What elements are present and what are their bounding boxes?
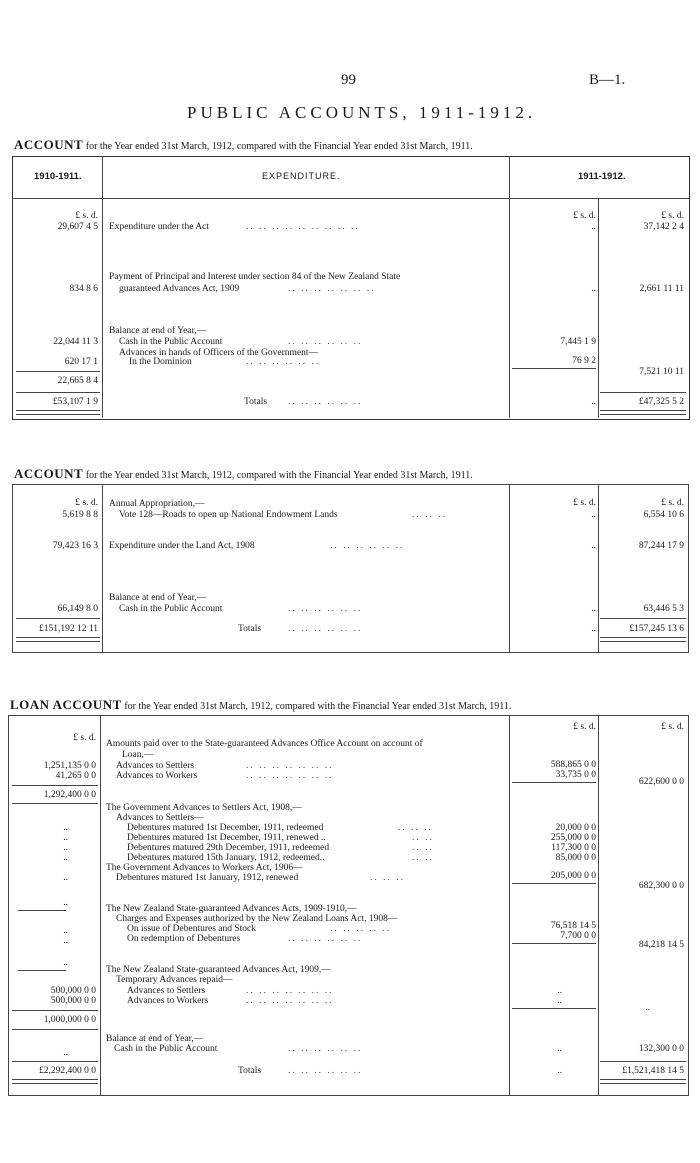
sum-rule [18,910,66,911]
column-rule [102,156,103,418]
line-item-label: In the Dominion [129,357,192,367]
sum-rule [18,970,66,971]
page-title: PUBLIC ACCOUNTS, 1911-1912. [187,103,537,122]
prev-year-amount: 500,000 0 0 [50,986,96,996]
leader-dots: .. .. .. .. .. .. .. [246,986,334,996]
prev-year-subtotal: 22,665 8 4 [57,376,98,386]
prev-year-amount: .. [63,823,68,833]
units-label: £ s. d. [573,211,596,221]
double-rule [600,410,686,415]
current-total: 6,554 10 6 [643,510,684,520]
page-number: 99 [341,72,356,88]
current-total: 87,244 17 9 [638,541,684,551]
section-3-caption [10,697,511,713]
leader-dots: .. .. .. .. .. [330,924,392,934]
prev-year-amount: 5,619 8 8 [62,510,98,520]
line-item-label: Debentures matured 1st January, 1912, renewed [116,873,299,883]
leader-dots: .. .. .. .. .. .. [288,934,363,944]
sum-rule [512,1008,596,1009]
leader-dots: .. .. [412,843,434,853]
current-subamount: 7,445 1 9 [560,337,596,347]
line-item-label: Payment of Principal and Interest under section 84 of the New Zealand State [109,272,401,282]
sum-rule [600,392,686,393]
units-label: £ s. d. [573,498,596,508]
sum-rule [512,368,596,369]
prev-year-amount: 22,044 11 3 [53,337,98,347]
prev-year-amount: .. [63,843,68,853]
units-label: £ s. d. [661,722,684,732]
line-item-label: Expenditure under the Land Act, 1908 [109,541,255,551]
double-rule [16,637,100,642]
units-label: £ s. d. [573,722,596,732]
leader-dots: .. .. .. .. .. .. [288,397,363,407]
line-item-label: Expenditure under the Act [109,222,209,232]
sum-rule [12,803,98,804]
column-rule [598,484,599,652]
current-subamount: .. [591,397,596,407]
leader-dots: .. .. .. .. .. .. [288,337,363,347]
current-subamount: .. [557,1066,562,1076]
prev-year-amount: .. [63,1048,68,1058]
leader-dots: .. .. .. [412,510,447,520]
column-rule [688,484,689,652]
prev-year-amount: .. [63,926,68,936]
current-subamount: 588,865 0 0 [550,760,596,770]
current-subamount: 76,518 14 5 [550,921,596,931]
sum-rule [512,883,596,884]
current-subamount: .. [591,284,596,294]
current-subamount: 255,000 0 0 [550,833,596,843]
column-rule [598,715,599,1095]
current-subamount: .. [557,986,562,996]
column-rule [8,715,9,1095]
current-subamount: .. [557,1044,562,1054]
units-label: £ s. d. [661,498,684,508]
bottom-rule [12,652,689,653]
double-rule [16,410,100,415]
current-total: 7,521 10 11 [639,367,684,377]
current-subamount: .. [591,222,596,232]
line-item-label: Annual Appropriation,— [109,499,205,509]
prev-year-totals: £151,192 12 11 [38,624,98,634]
line-item-label: On issue of Debentures and Stock [127,924,257,934]
current-subamount: 33,735 0 0 [555,770,596,780]
leader-dots: .. .. [412,833,434,843]
current-totals: £157,245 13 6 [629,624,684,634]
current-subamount: 20,000 0 0 [555,823,596,833]
line-item-label: Advances to Workers [116,771,198,781]
line-item-label: Balance at end of Year,— [106,1034,204,1044]
line-item-label: Advances to Workers [127,996,209,1006]
line-item-label: Debentures matured 15th January, 1912, redeemed.. [127,853,325,863]
line-item-label: Balance at end of Year,— [109,326,207,336]
leader-dots: .. .. .. .. .. .. [288,624,363,634]
current-totals: £47,325 5 2 [638,397,684,407]
prev-year-amount: 834 8 6 [69,284,98,294]
document-reference: B—1. [589,72,626,88]
leader-dots: .. .. [412,853,434,863]
leader-dots: .. .. .. .. .. .. .. [246,761,334,771]
sum-rule [512,782,596,783]
leader-dots: .. .. .. .. .. .. .. [288,284,376,294]
prev-year-amount: 1,251,135 0 0 [43,761,96,771]
double-rule [12,1079,98,1084]
totals-label: Totals [238,624,262,634]
line-item-label: Debentures matured 29th December, 1911, redeemed [127,843,330,853]
prev-year-amount: 29,607 4 5 [57,222,98,232]
current-subamount: .. [591,541,596,551]
leader-dots: .. .. .. .. .. .. .. [246,996,334,1006]
sum-rule [600,618,686,619]
current-subamount: .. [557,996,562,1006]
sum-rule [12,785,98,786]
line-item-label: Balance at end of Year,— [109,593,207,603]
totals-label: Totals [238,1066,262,1076]
line-item-label: Debentures matured 1st December, 1911, renewed .. [127,833,326,843]
totals-label: Totals [244,397,268,407]
section-2-caption [14,466,473,482]
line-item-label: The New Zealand State-guaranteed Advances Acts, 1909-1910,— [106,904,357,914]
prev-year-amount: .. [63,958,68,968]
units-label: £ s. d. [73,733,96,743]
units-label: £ s. d. [661,211,684,221]
section-1-caption-bold: ACCOUNT [14,137,84,152]
prev-year-amount: 620 17 1 [64,357,98,367]
prev-year-totals: £2,292,400 0 0 [39,1066,96,1076]
prev-year-totals: £53,107 1 9 [52,397,98,407]
current-subamount: .. [591,624,596,634]
column-rule [598,198,599,418]
current-total: 2,661 11 11 [639,284,684,294]
double-rule [600,637,686,642]
line-item-label: Debentures matured 1st December, 1911, redeemed [127,823,324,833]
leader-dots: .. .. .. .. .. .. [288,604,363,614]
prev-year-amount: .. [63,853,68,863]
leader-dots: .. .. .. .. .. .. .. [246,771,334,781]
line-item-label: Advances to Settlers [116,761,195,771]
top-rule [12,484,689,485]
bottom-rule [8,1095,689,1096]
column-header-expenditure: EXPENDITURE. [262,171,341,181]
leader-dots: .. .. .. [370,873,405,883]
line-item-label: The Government Advances to Settlers Act, 1908,— [106,803,302,813]
prev-year-amount: 500,000 0 0 [50,996,96,1006]
column-header-1910-1911: 1910-1911. [34,171,82,182]
column-rule [509,156,510,418]
line-item-label: Advances to Settlers— [116,813,204,823]
prev-year-amount: .. [63,936,68,946]
current-total: 84,218 14 5 [638,940,684,950]
column-rule [509,715,510,1095]
sum-rule [12,1010,98,1011]
column-rule [688,715,689,1095]
sum-rule [16,371,100,372]
prev-year-amount: .. [63,873,68,883]
prev-year-amount: 66,149 8 0 [57,604,98,614]
leader-dots: .. .. .. .. .. .. [330,541,405,551]
units-label: £ s. d. [75,498,98,508]
current-subamount: .. [591,604,596,614]
section-2-caption-text: for the Year ended 31st March, 1912, compared with the Financial Year ended 31st March, 1911. [85,470,473,481]
sum-rule [12,1061,98,1062]
line-item-label: Advances to Settlers [127,986,206,996]
line-item-label: Loan,— [122,750,154,760]
line-item-label: The Government Advances to Workers Act, 1906— [106,863,303,873]
prev-year-amount: .. [63,898,68,908]
current-subamount: 85,000 0 0 [555,853,596,863]
line-item-label: Temporary Advances repaid— [116,975,233,985]
leader-dots: .. .. .. .. .. .. [246,357,321,367]
prev-year-amount: 41,265 0 0 [55,771,96,781]
line-item-label: Cash in the Public Account [114,1044,218,1054]
sum-rule [16,618,100,619]
column-rule [509,484,510,652]
line-item-label: The New Zealand State-guaranteed Advances Act, 1909,— [106,965,331,975]
top-rule [8,715,689,716]
sum-rule [600,1061,686,1062]
current-subamount: 117,300 0 0 [551,843,596,853]
current-total: 682,300 0 0 [638,881,684,891]
prev-year-subtotal: 1,292,400 0 0 [43,790,96,800]
section-3-caption-bold: LOAN ACCOUNT [10,697,122,712]
leader-dots: .. .. .. .. .. .. [288,1044,363,1054]
current-subamount: 205,000 0 0 [550,871,596,881]
column-rule [12,484,13,652]
section-2-caption-bold: ACCOUNT [14,466,84,481]
current-total: 132,300 0 0 [638,1044,684,1054]
line-item-label: On redemption of Debentures [127,934,241,944]
line-item-label: Cash in the Public Account [119,337,223,347]
current-totals: £1,521,418 14 5 [622,1066,684,1076]
current-total: 63,446 5 3 [643,604,684,614]
section-1-caption-text: for the Year ended 31st March, 1912, compared with the Financial Year ended 31st March, 1911. [85,141,473,152]
double-rule [600,1079,686,1084]
current-subamount: 7,700 0 0 [560,931,596,941]
current-subamount: 76 9 2 [572,356,596,366]
sum-rule [12,1029,98,1030]
current-total: 622,600 0 0 [638,777,684,787]
line-item-label: Vote 128—Roads to open up National Endowment Lands [119,510,338,520]
line-item-label: guaranteed Advances Act, 1909 [119,284,240,294]
leader-dots: .. .. .. .. .. .. [288,1066,363,1076]
units-label: £ s. d. [75,211,98,221]
current-subamount: .. [591,510,596,520]
sum-rule [512,943,596,944]
column-header-1911-1912: 1911-1912. [578,171,626,182]
prev-year-subtotal: 1,000,000 0 0 [43,1015,96,1025]
line-item-label: Cash in the Public Account [119,604,223,614]
current-total: .. [645,1003,650,1013]
leader-dots: .. .. .. .. .. .. .. .. .. [246,222,360,232]
prev-year-amount: .. [63,833,68,843]
leader-dots: .. .. .. [398,823,433,833]
line-item-label: Advances in hands of Officers of the Government— [119,348,319,358]
header-rule [12,198,689,199]
line-item-label: Amounts paid over to the State-guaranteed Advances Office Account on account of [106,739,423,749]
section-1-caption [14,137,473,153]
current-total: 37,142 2 4 [643,222,684,232]
section-3-caption-text: for the Year ended 31st March, 1912, compared with the Financial Year ended 31st March, 1911. [124,701,512,712]
prev-year-amount: 79,423 16 3 [52,541,98,551]
sum-rule [16,392,100,393]
column-rule [100,715,101,1095]
line-item-label: Charges and Expenses authorized by the New Zealand Loans Act, 1908— [116,914,398,924]
column-rule [102,484,103,652]
